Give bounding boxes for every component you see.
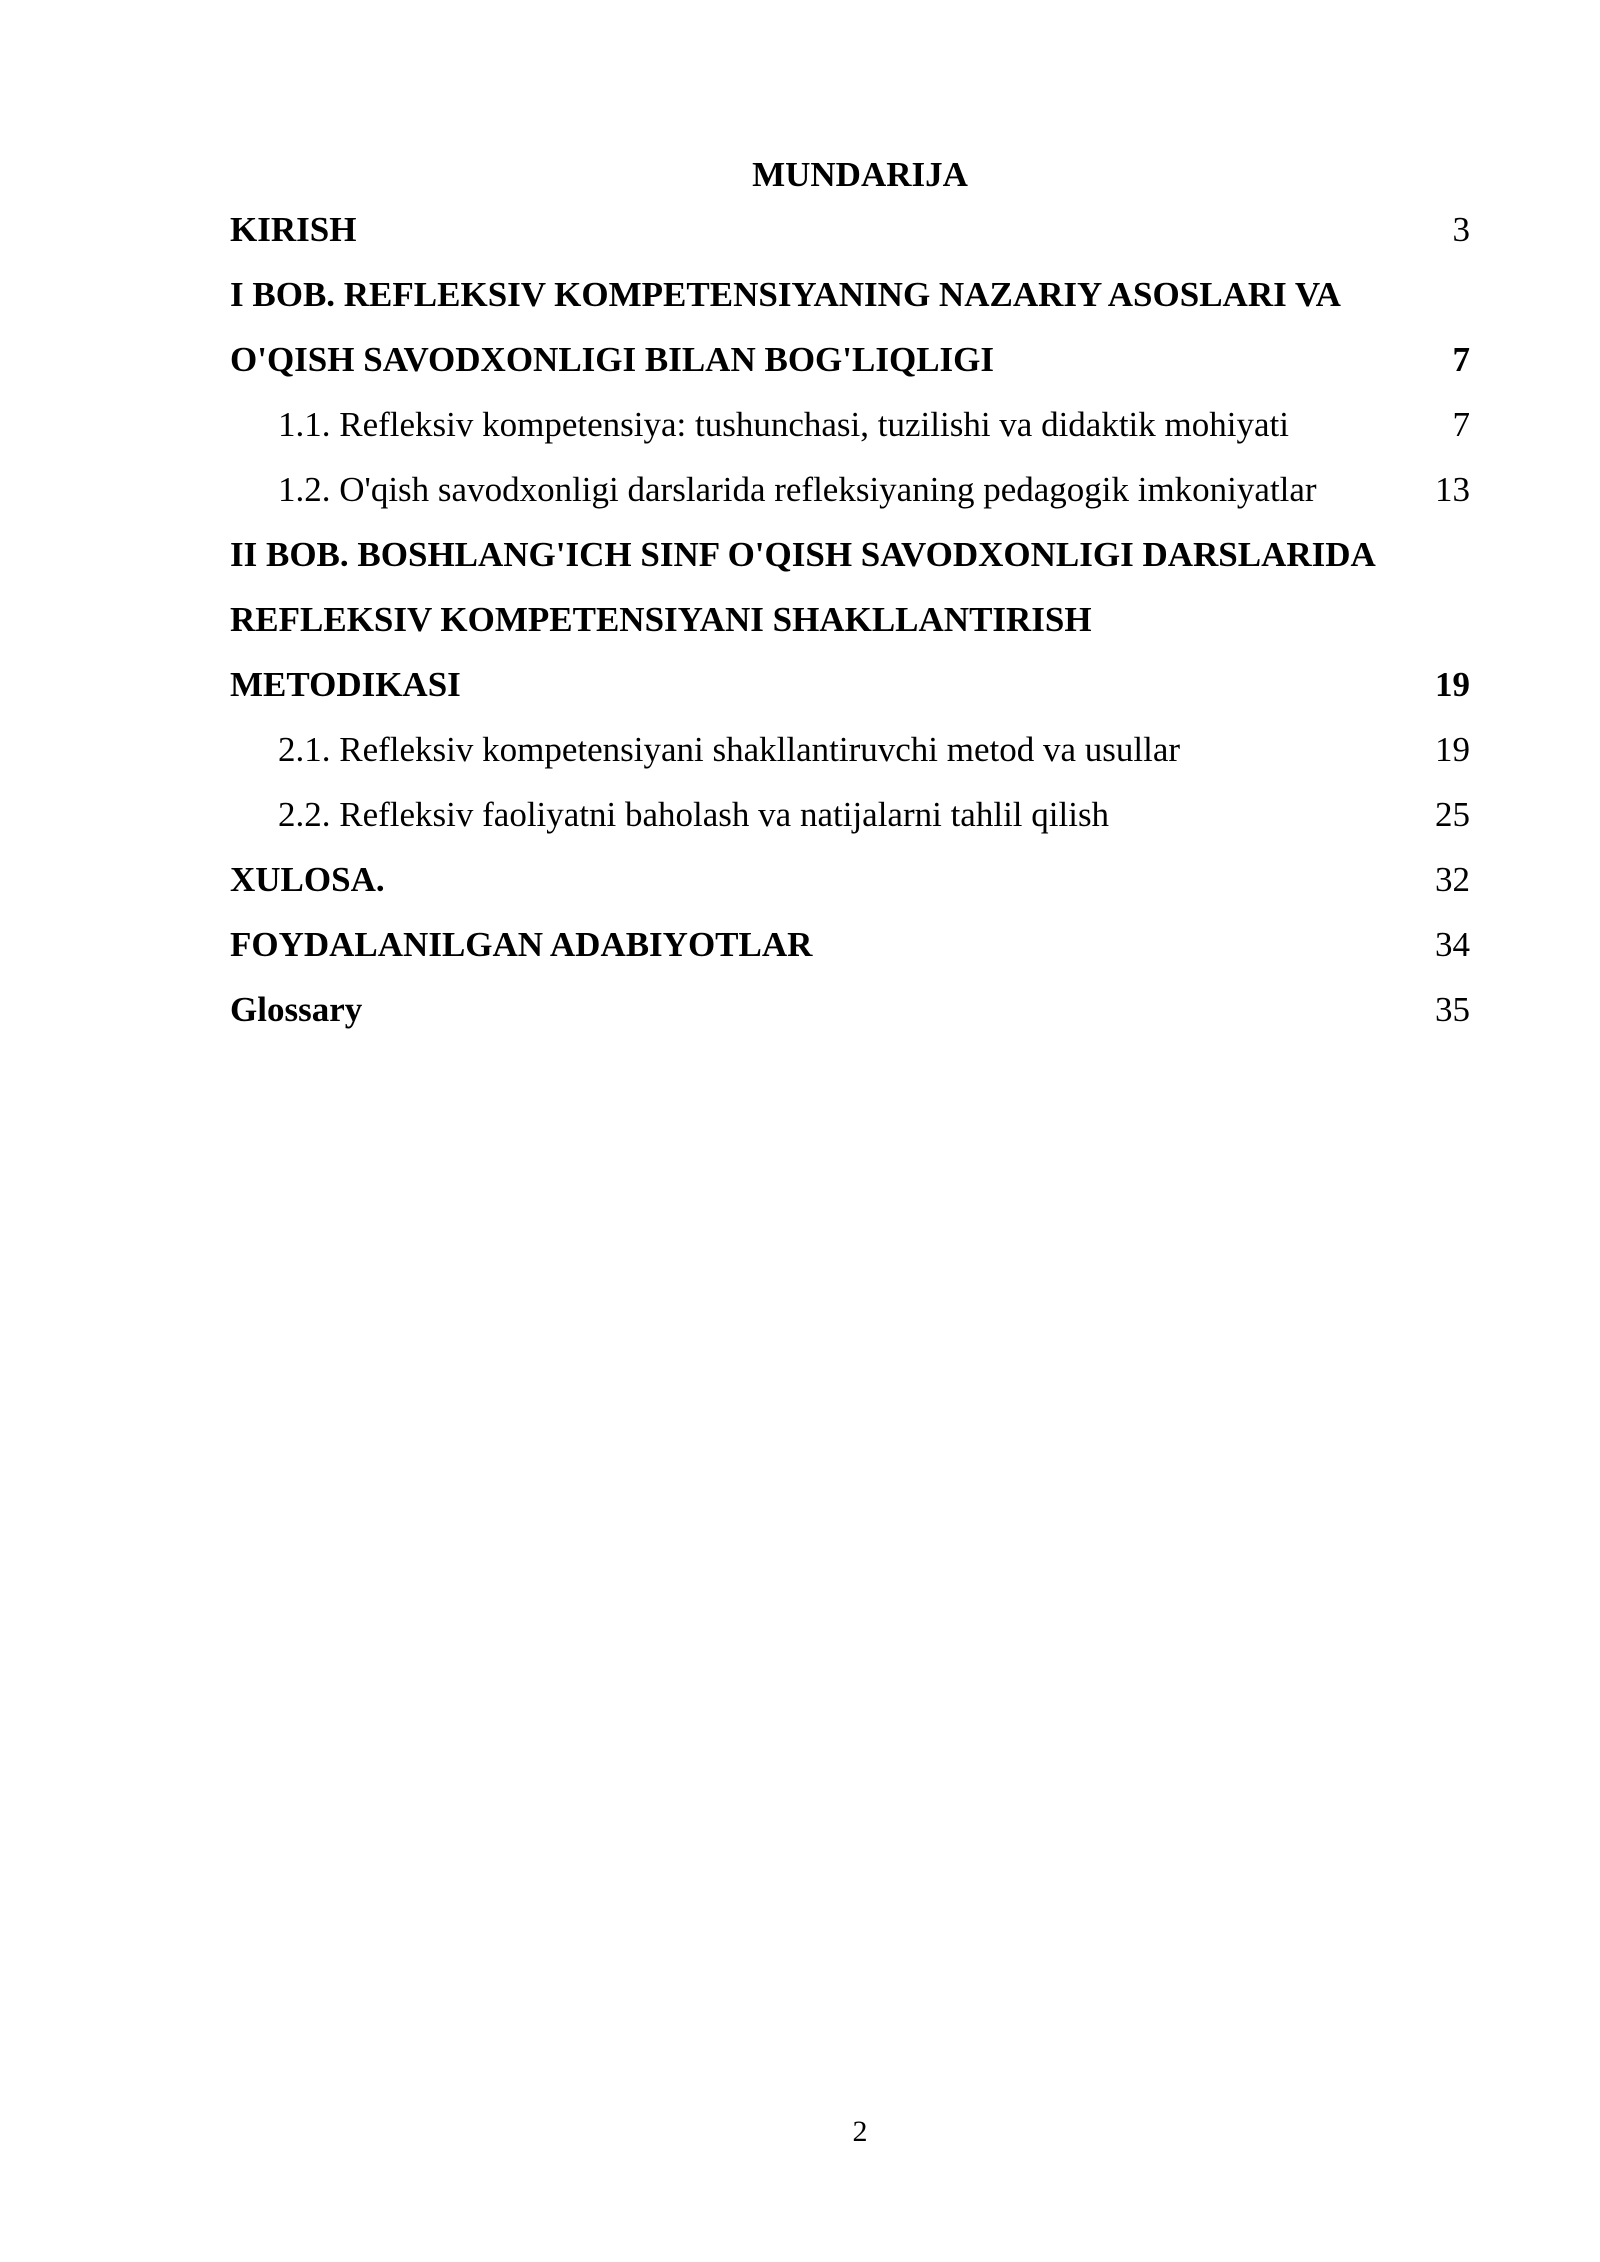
toc-entry-text: 2.1. Refleksiv kompetensiyani shakllantiruvchi metod va usullar — [278, 730, 1181, 769]
toc-entry-page: 34 — [1435, 925, 1470, 964]
toc-entry-section-2-1[interactable] — [230, 717, 1470, 782]
toc-entry-bibliography[interactable] — [230, 912, 1470, 977]
toc-entry-page: 7 — [1452, 405, 1470, 444]
toc-entry-text: KIRISH — [230, 210, 357, 249]
toc-entry-last-line — [230, 652, 1470, 717]
toc-title: MUNDARIJA — [752, 155, 968, 194]
toc-entry-page: 19 — [1435, 665, 1470, 704]
toc-entry-text: 1.1. Refleksiv kompetensiya: tushunchasi, tuzilishi va didaktik mohiyati — [278, 405, 1289, 444]
toc-entry-text-line-3: METODIKASI — [230, 665, 461, 704]
toc-entry-text: 2.2. Refleksiv faoliyatni baholash va natijalarni tahlil qilish — [278, 795, 1110, 834]
toc-entry-text-line-2: O'QISH SAVODXONLIGI BILAN BOG'LIQLIGI — [230, 340, 995, 379]
toc-entry-last-line — [230, 327, 1470, 392]
toc-entry-section-1-2[interactable] — [230, 457, 1470, 522]
toc-entry-chapter-1[interactable] — [230, 262, 1470, 392]
page-number: 2 — [852, 2115, 868, 2148]
toc-entry-page: 3 — [1452, 210, 1470, 249]
toc-entry-page: 25 — [1435, 795, 1470, 834]
toc-entry-xulosa[interactable] — [230, 847, 1470, 912]
toc-entry-section-2-2[interactable] — [230, 782, 1470, 847]
toc-entry-chapter-2[interactable] — [230, 522, 1470, 717]
toc-entry-page: 13 — [1435, 470, 1470, 509]
toc-entry-page: 7 — [1452, 340, 1470, 379]
table-of-contents — [230, 197, 1470, 1042]
toc-entry-text-line-2: REFLEKSIV KOMPETENSIYANI SHAKLLANTIRISH — [230, 600, 1092, 639]
toc-entry-kirish[interactable] — [230, 197, 1470, 262]
toc-entry-text: XULOSA. — [230, 860, 385, 899]
toc-entry-text: FOYDALANILGAN ADABIYOTLAR — [230, 925, 813, 964]
toc-entry-page: 35 — [1435, 990, 1470, 1029]
toc-entry-text: Glossary — [230, 990, 363, 1029]
toc-entry-page: 19 — [1435, 730, 1470, 769]
toc-entry-text-line-1: II BOB. BOSHLANG'ICH SINF O'QISH SAVODXONLIGI DARSLARIDA — [230, 535, 1376, 574]
toc-entry-text-line-1: I BOB. REFLEKSIV KOMPETENSIYANING NAZARIY ASOSLARI VA — [230, 275, 1341, 314]
toc-entry-glossary[interactable] — [230, 977, 1470, 1042]
toc-entry-text: 1.2. O'qish savodxonligi darslarida refleksiyaning pedagogik imkoniyatlar — [278, 470, 1317, 509]
toc-entry-section-1-1[interactable] — [230, 392, 1470, 457]
toc-entry-page: 32 — [1435, 860, 1470, 899]
